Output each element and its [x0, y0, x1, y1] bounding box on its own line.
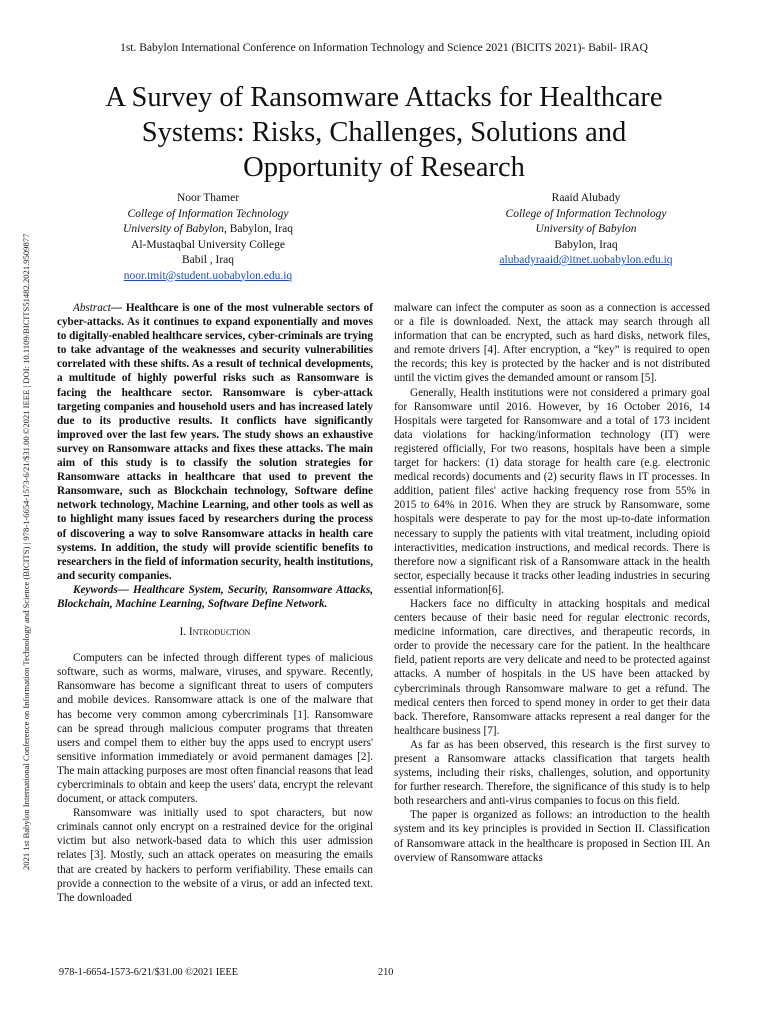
- body-paragraph: Computers can be infected through different types of malicious software, such as worms, malware, viruses, and spyware. Recently, Ransomware has become a significant threat to users of computers and mobile devices. Ransomware attack is one of the malware that has become very common among cybercriminals [1]. Ransomware can be spread through malicious computer programs that threaten users and compel them to either buy the apps used to encrypt users' sensitive information immediately or avoid permanent damages [2]. The main attacking purposes are most often financial reasons that lead cybercriminals to obtain and keep the users' data, encrypt the relevant document, or attack computers.: [57, 652, 373, 806]
- author-email-link[interactable]: alubadyraaid@itnet.uobabylon.edu.iq: [499, 254, 673, 266]
- paper-title: [60, 80, 708, 185]
- abstract-label: Abstract: [73, 302, 111, 314]
- body-paragraph: The paper is organized as follows: an introduction to the health system and its key principles is provided in Section II. Classification of Ransomware attack in the healthcare is proposed in Section III. An overview of Ransomware attacks: [394, 809, 710, 864]
- abstract: [57, 301, 373, 583]
- body-paragraph: malware can infect the computer as soon as a connection is accessed or a file is downloaded. Next, the attack may search through all information that can be encrypted, such as hard disks, network files, and remote drivers [4]. After encryption, a “key” is required to open the records; this key is protected by the hacker and is not distributed until the victim gives the demanded amount or ransom [5].: [394, 302, 710, 385]
- title-line-3: Opportunity of Research: [243, 152, 525, 183]
- body-paragraph: Hackers face no difficulty in attacking hospitals and medical centers because of their basic need for regular electronic records, medicine information, care directives, and therapeutic records, in order to provide the necessary care for the patient. In the healthcare field, patient reports are very delicate and need to be protected against attacks. A number of hospitals in the US have been attacked by cybercriminals through Ransomware malware to get a refund. The medical centers then forced to spend money in order to get their data back. Therefore, Ransomware attacks represent a real danger for the healthcare business [7].: [394, 597, 710, 737]
- right-column: [394, 301, 710, 865]
- body-paragraph: As far as has been observed, this research is the first survey to present a Ransomware attacks classification that targets health systems, including their risks, challenges, solution, and opportunity for further research. Therefore, the significance of this study is to help both researchers and anti-virus companies to focus on this field.: [394, 738, 710, 808]
- section-heading-introduction: I. Introduction: [179, 626, 251, 639]
- page-number: 210: [378, 967, 394, 978]
- author-email-link[interactable]: noor.tmit@student.uobabylon.edu.iq: [123, 269, 293, 282]
- author-name: Noor Thamer: [176, 192, 240, 204]
- doi-side-note: 2021 1st Babylon International Conference on Information Technology and Science (BICITS) | 978-1-6654-1573-6/21/$31.00 ©2021 IEEE | DOI: 10.1109/BICITS51482.2021.9509877: [21, 233, 31, 870]
- author-univ: University of Babylon: [123, 223, 224, 235]
- author-univ-line: [95, 222, 321, 238]
- author-dept: College of Information Technology: [505, 207, 667, 220]
- conference-header: 1st. Babylon International Conference on Information Technology and Science 2021 (BICITS 2021)- Babil- IRAQ: [120, 42, 648, 54]
- author-location: Babil , Iraq: [181, 254, 235, 266]
- abstract-dash: —: [110, 302, 126, 314]
- keywords: Keywords— Healthcare System, Security, Ransomware Attacks, Blockchain, Machine Learning, Software Define Network.: [57, 583, 373, 610]
- author-block-2: [456, 191, 716, 269]
- author-block-1: [95, 191, 321, 284]
- author-name: Raaid Alubady: [551, 192, 621, 204]
- author-affil-2: Al-Mustaqbal University College: [131, 238, 285, 251]
- body-paragraph: Ransomware was initially used to spot characters, but now criminals cannot only encrypt on a restrained device for the original victim but also network-based data to which this user admission relates [3]. Mostly, such an attack operates on measuring the emails that are created by hackers to perform verifiability. These emails can provide a connection to the website of a virus, or add an infected text. The downloaded: [57, 807, 373, 904]
- author-dept: College of Information Technology: [127, 207, 289, 220]
- author-univ: University of Babylon: [535, 223, 637, 235]
- title-line-2: Systems: Risks, Challenges, Solutions and: [141, 117, 627, 148]
- abstract-text: Healthcare is one of the most vulnerable sectors of cyber-attacks. As it continues to expand exponentially and moves to digitally-enabled healthcare services, cyber-criminals are trying to take advantage of the weaknesses and security vulnerabilities correlated with these shifts. As a result of technical developments, a multitude of highly powerful risks such as Ransomware is facing the healthcare sector. Ransomware is cyber-attack targeting companies and household users and has increased lately due to its productive results. It conflicts have significantly improved over the last few years. The study shows an exhaustive survey on Ransomware attacks and fixes these attacks. The main aim of this study is to classify the solution strategies for Ransomware attacks in healthcare that used to prevent the Ransomware, such as Blockchain technology, Software define network technology, Machine Learning, and other tools as well as to highlight many issues faced by researchers during the process of discovering a way to solve Ransomware attacks in health care systems. In addition, the study will provide scientific benefits to researchers in the field of information security, health institutions, and security companies.: [57, 302, 373, 582]
- title-line-1: A Survey of Ransomware Attacks for Healthcare: [105, 82, 663, 113]
- author-univ-loc: , Babylon, Iraq: [223, 223, 293, 235]
- left-column: [57, 301, 373, 905]
- footer-copyright: 978-1-6654-1573-6/21/$31.00 ©2021 IEEE: [59, 967, 238, 978]
- body-paragraph: Generally, Health institutions were not considered a primary goal for Ransomware until 2016. However, by 16 October 2016, 14 Hospitals were targeted for Ransomware and a total of 173 incident data violations for hacking/information technology (IT) were registered officially, For two reasons, hospitals have been a simple target for hackers: (1) data storage for health care (e.g. electronic medical records) documents and (2) security flaws in IT processes. In addition, patient files' active hacking frequency rose from 55% in 2015 to 64% in 2016. When they are struck by Ransomware, some hospitals were desperate to pay for the most up-to-date information necessary to supply the patients with vital treatment, including opioid interactivities, medication instructions, and medical records. There is therefore now a significant risk of a Ransomware attack in the health sector, especially because it tracks other leading industries in securing essential information[6].: [394, 386, 710, 596]
- author-location: Babylon, Iraq: [554, 238, 618, 251]
